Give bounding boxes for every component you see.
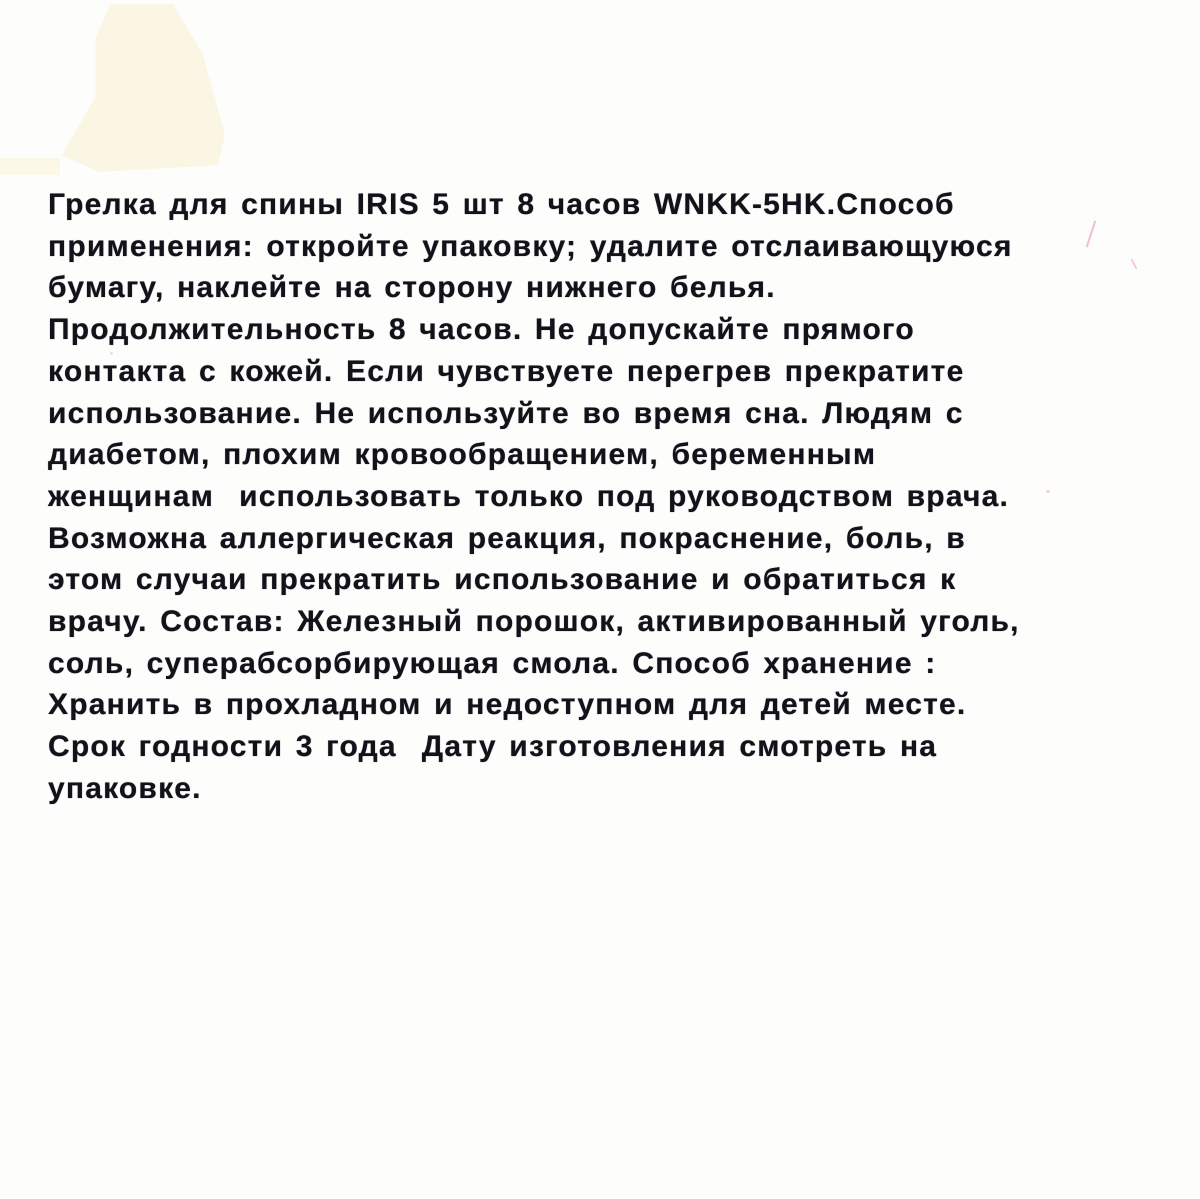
label-text-line: применения: откройте упаковку; удалите отслаивающуюся — [48, 229, 1013, 263]
paper-tint-sliver — [0, 158, 60, 175]
label-text-line: бумагу, наклейте на сторону нижнего белья. — [48, 271, 776, 305]
label-text-line: Срок годности 3 года Дату изготовления смотреть на — [48, 730, 938, 764]
paper-tint-patch — [40, 4, 225, 172]
label-text-line: использование. Не используйте во время сна. Людям с — [48, 396, 964, 430]
label-text-line: врачу. Состав: Железный порошок, активированный уголь, — [48, 605, 1020, 639]
label-text-line: контакта с кожей. Если чувствуете перегрев прекратите — [48, 354, 965, 388]
label-text-line: соль, суперабсорбирующая смола. Способ хранение : — [48, 646, 937, 680]
label-text-line: Возможна аллергическая реакция, покраснение, боль, в — [48, 521, 966, 555]
label-text-line: Хранить в прохладном и недоступном для детей месте. — [48, 688, 967, 722]
label-text-line: Продолжительность 8 часов. Не допускайте прямого — [48, 313, 915, 347]
label-text-line: Грелка для спины IRIS 5 шт 8 часов WNKK-5HK.Способ — [48, 188, 955, 221]
label-text-line: женщинам использовать только под руководством врача. — [48, 479, 1010, 513]
label-text-line: диабетом, плохим кровообращением, беременным — [48, 438, 877, 472]
label-text-line: упаковке. — [48, 771, 202, 805]
label-text-line: этом случаи прекратить использование и обратиться к — [48, 563, 957, 597]
label-text — [48, 184, 1178, 810]
